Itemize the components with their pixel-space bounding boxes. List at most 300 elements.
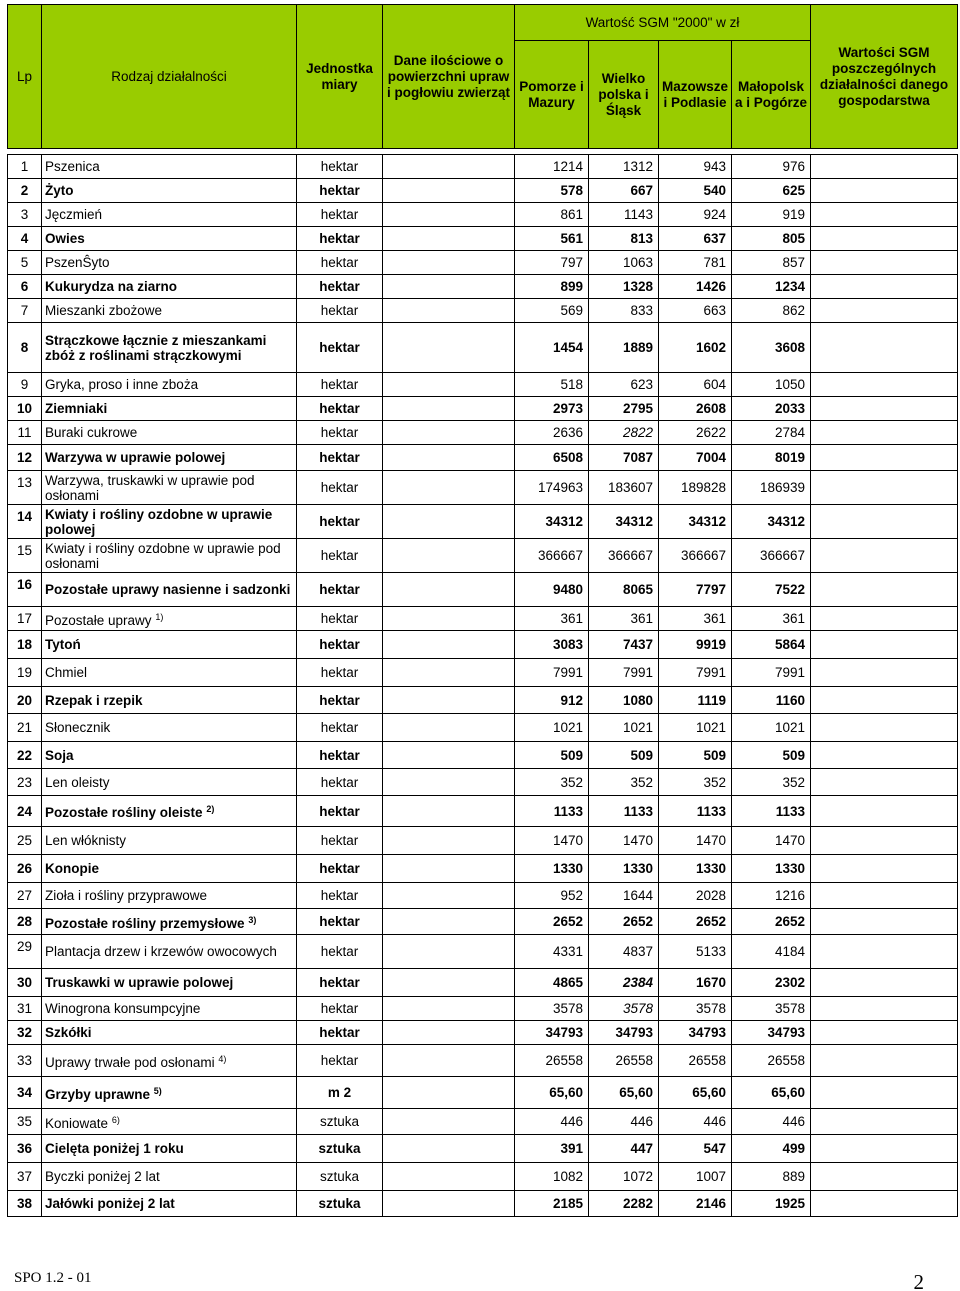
row-sgm-value: 186939 xyxy=(732,471,811,505)
row-quantity-input[interactable] xyxy=(383,1163,515,1191)
row-sgm-value: 174963 xyxy=(515,471,589,505)
row-sgm-value: 1160 xyxy=(732,687,811,714)
row-sgm-value: 1328 xyxy=(589,275,659,299)
activity-label: Strączkowe łącznie z mieszankami zbóż z roślinami strączkowymi xyxy=(45,332,267,363)
row-sgm-value: 509 xyxy=(659,742,732,769)
activity-label: Tytoń xyxy=(45,637,81,652)
table-row xyxy=(8,155,958,179)
row-activity xyxy=(42,687,297,714)
row-farm-sgm-input[interactable] xyxy=(811,1077,958,1109)
row-sgm-value: 5864 xyxy=(732,631,811,659)
footnote-marker: 2) xyxy=(206,804,215,814)
row-sgm-value: 540 xyxy=(659,179,732,203)
row-unit: hektar xyxy=(297,1021,383,1045)
row-activity xyxy=(42,299,297,323)
row-sgm-value: 1021 xyxy=(515,714,589,742)
row-activity xyxy=(42,397,297,421)
row-sgm-value: 1214 xyxy=(515,155,589,179)
row-sgm-value: 2033 xyxy=(732,397,811,421)
activity-label: Plantacja drzew i krzewów owocowych xyxy=(45,944,277,959)
row-farm-sgm-input[interactable] xyxy=(811,421,958,445)
row-farm-sgm-input[interactable] xyxy=(811,251,958,275)
activity-label: Kukurydza na ziarno xyxy=(45,279,178,294)
row-sgm-value: 361 xyxy=(659,607,732,631)
row-quantity-input[interactable] xyxy=(383,827,515,855)
row-farm-sgm-input[interactable] xyxy=(811,227,958,251)
row-activity xyxy=(42,323,297,373)
row-quantity-input[interactable] xyxy=(383,573,515,607)
row-sgm-value: 1082 xyxy=(515,1163,589,1191)
activity-label: PszenŜyto xyxy=(45,255,110,270)
row-sgm-value: 1470 xyxy=(659,827,732,855)
row-sgm-value: 26558 xyxy=(515,1045,589,1077)
row-activity xyxy=(42,883,297,909)
row-sgm-value: 1330 xyxy=(732,855,811,883)
table-row xyxy=(8,505,958,539)
row-sgm-value: 1133 xyxy=(659,796,732,827)
row-farm-sgm-input[interactable] xyxy=(811,1109,958,1135)
row-sgm-value: 509 xyxy=(515,742,589,769)
row-sgm-value: 26558 xyxy=(659,1045,732,1077)
row-quantity-input[interactable] xyxy=(383,471,515,505)
row-lp: 6 xyxy=(8,275,42,299)
row-quantity-input[interactable] xyxy=(383,742,515,769)
row-farm-sgm-input[interactable] xyxy=(811,573,958,607)
table-row xyxy=(8,687,958,714)
row-activity xyxy=(42,1109,297,1135)
row-farm-sgm-input[interactable] xyxy=(811,909,958,935)
row-sgm-value: 509 xyxy=(589,742,659,769)
row-sgm-value: 26558 xyxy=(732,1045,811,1077)
table-row xyxy=(8,373,958,397)
row-unit: hektar xyxy=(297,935,383,969)
row-sgm-value: 1312 xyxy=(589,155,659,179)
table-row xyxy=(8,227,958,251)
row-lp: 31 xyxy=(8,997,42,1021)
row-sgm-value: 5133 xyxy=(659,935,732,969)
row-unit: hektar xyxy=(297,714,383,742)
row-sgm-value: 509 xyxy=(732,742,811,769)
row-sgm-value: 7437 xyxy=(589,631,659,659)
row-sgm-value: 1234 xyxy=(732,275,811,299)
row-sgm-value: 4865 xyxy=(515,969,589,997)
row-farm-sgm-input[interactable] xyxy=(811,323,958,373)
row-farm-sgm-input[interactable] xyxy=(811,827,958,855)
row-sgm-value: 34793 xyxy=(659,1021,732,1045)
header-region-malopolska: Małopolsk a i Pogórze xyxy=(732,41,811,149)
row-unit: hektar xyxy=(297,227,383,251)
row-sgm-value: 34793 xyxy=(515,1021,589,1045)
activity-label: Żyto xyxy=(45,183,74,198)
header-lp: Lp xyxy=(8,5,42,149)
row-unit: hektar xyxy=(297,997,383,1021)
row-sgm-value: 561 xyxy=(515,227,589,251)
activity-label: Soja xyxy=(45,747,74,763)
row-sgm-value: 1133 xyxy=(515,796,589,827)
row-unit: hektar xyxy=(297,323,383,373)
row-sgm-value: 7087 xyxy=(589,445,659,471)
row-sgm-value: 7991 xyxy=(589,659,659,687)
row-farm-sgm-input[interactable] xyxy=(811,179,958,203)
row-unit: sztuka xyxy=(297,1109,383,1135)
row-quantity-input[interactable] xyxy=(383,445,515,471)
row-lp: 1 xyxy=(8,155,42,179)
row-farm-sgm-input[interactable] xyxy=(811,969,958,997)
row-sgm-value: 34793 xyxy=(732,1021,811,1045)
row-quantity-input[interactable] xyxy=(383,769,515,796)
row-lp: 4 xyxy=(8,227,42,251)
table-row xyxy=(8,299,958,323)
row-farm-sgm-input[interactable] xyxy=(811,1163,958,1191)
row-farm-sgm-input[interactable] xyxy=(811,1021,958,1045)
table-row xyxy=(8,796,958,827)
row-quantity-input[interactable] xyxy=(383,539,515,573)
footnote-marker: 4) xyxy=(218,1053,227,1064)
activity-label: Truskawki w uprawie polowej xyxy=(45,975,234,990)
table-row xyxy=(8,742,958,769)
table-row xyxy=(8,275,958,299)
row-quantity-input[interactable] xyxy=(383,631,515,659)
row-farm-sgm-input[interactable] xyxy=(811,299,958,323)
table-row xyxy=(8,421,958,445)
table-row xyxy=(8,251,958,275)
footnote-marker: 1) xyxy=(155,611,164,622)
row-farm-sgm-input[interactable] xyxy=(811,471,958,505)
footnote-marker: 5) xyxy=(153,1085,162,1096)
activity-label: Warzywa w uprawie polowej xyxy=(45,450,226,465)
table-row xyxy=(8,1077,958,1109)
row-sgm-value: 65,60 xyxy=(515,1077,589,1109)
row-activity xyxy=(42,1077,297,1109)
header-activity: Rodzaj działalności xyxy=(42,5,297,149)
row-activity xyxy=(42,969,297,997)
row-sgm-value: 1050 xyxy=(732,373,811,397)
row-lp: 10 xyxy=(8,397,42,421)
row-sgm-value: 2028 xyxy=(659,883,732,909)
row-activity xyxy=(42,1135,297,1163)
row-sgm-value: 1470 xyxy=(589,827,659,855)
row-unit: hektar xyxy=(297,631,383,659)
activity-label: Len włóknisty xyxy=(45,833,127,848)
row-sgm-value: 861 xyxy=(515,203,589,227)
row-quantity-input[interactable] xyxy=(383,796,515,827)
row-sgm-value: 1133 xyxy=(732,796,811,827)
activity-label: Gryka, proso i inne zboża xyxy=(45,377,199,392)
table-row xyxy=(8,997,958,1021)
header-sgm-group: Wartość SGM "2000" w zł xyxy=(515,5,811,41)
row-lp: 28 xyxy=(8,909,42,935)
row-activity xyxy=(42,769,297,796)
row-sgm-value: 65,60 xyxy=(659,1077,732,1109)
row-activity xyxy=(42,1045,297,1077)
row-sgm-value: 9919 xyxy=(659,631,732,659)
row-lp: 13 xyxy=(8,471,42,505)
row-sgm-value: 797 xyxy=(515,251,589,275)
row-sgm-value: 352 xyxy=(659,769,732,796)
row-quantity-input[interactable] xyxy=(383,969,515,997)
row-unit: hektar xyxy=(297,573,383,607)
activity-label: Mieszanki zbożowe xyxy=(45,303,163,318)
table-row xyxy=(8,397,958,421)
row-sgm-value: 1454 xyxy=(515,323,589,373)
activity-label: Pozostałe rośliny przemysłowe xyxy=(45,915,245,931)
table-row xyxy=(8,471,958,505)
document-code: SPO 1.2 - 01 xyxy=(14,1270,92,1286)
row-sgm-value: 9480 xyxy=(515,573,589,607)
row-sgm-value: 7991 xyxy=(659,659,732,687)
activity-label: Cielęta poniżej 1 roku xyxy=(45,1141,184,1156)
row-activity xyxy=(42,275,297,299)
row-quantity-input[interactable] xyxy=(383,155,515,179)
row-quantity-input[interactable] xyxy=(383,687,515,714)
row-quantity-input[interactable] xyxy=(383,1021,515,1045)
row-sgm-value: 2146 xyxy=(659,1191,732,1217)
row-farm-sgm-input[interactable] xyxy=(811,997,958,1021)
activity-label: Winogrona konsumpcyjne xyxy=(45,1001,201,1016)
row-quantity-input[interactable] xyxy=(383,1191,515,1217)
row-sgm-value: 366667 xyxy=(589,539,659,573)
row-farm-sgm-input[interactable] xyxy=(811,155,958,179)
sgm-value-italic: 3578 xyxy=(622,1001,653,1016)
row-unit: hektar xyxy=(297,155,383,179)
row-sgm-value: 2636 xyxy=(515,421,589,445)
table-row xyxy=(8,539,958,573)
row-sgm-value: 352 xyxy=(515,769,589,796)
row-unit: hektar xyxy=(297,883,383,909)
row-sgm-value: 1119 xyxy=(659,687,732,714)
sgm-value-italic: 2384 xyxy=(622,975,653,990)
row-sgm-value: 833 xyxy=(589,299,659,323)
row-farm-sgm-input[interactable] xyxy=(811,631,958,659)
table-row xyxy=(8,607,958,631)
header-region-pomorze: Pomorze i Mazury xyxy=(515,41,589,149)
row-unit: hektar xyxy=(297,969,383,997)
row-sgm-value: 8019 xyxy=(732,445,811,471)
row-sgm-value: 26558 xyxy=(589,1045,659,1077)
row-lp: 8 xyxy=(8,323,42,373)
row-lp: 21 xyxy=(8,714,42,742)
row-farm-sgm-input[interactable] xyxy=(811,796,958,827)
row-quantity-input[interactable] xyxy=(383,421,515,445)
row-farm-sgm-input[interactable] xyxy=(811,505,958,539)
row-farm-sgm-input[interactable] xyxy=(811,607,958,631)
row-quantity-input[interactable] xyxy=(383,203,515,227)
row-unit: hektar xyxy=(297,659,383,687)
header-region-mazowsze: Mazowsze i Podlasie xyxy=(659,41,732,149)
row-sgm-value: 2795 xyxy=(589,397,659,421)
row-sgm-value: 1330 xyxy=(659,855,732,883)
row-farm-sgm-input[interactable] xyxy=(811,883,958,909)
row-farm-sgm-input[interactable] xyxy=(811,539,958,573)
row-unit: hektar xyxy=(297,373,383,397)
row-farm-sgm-input[interactable] xyxy=(811,769,958,796)
row-activity xyxy=(42,607,297,631)
row-activity xyxy=(42,714,297,742)
row-farm-sgm-input[interactable] xyxy=(811,659,958,687)
row-farm-sgm-input[interactable] xyxy=(811,445,958,471)
row-unit: hektar xyxy=(297,299,383,323)
row-sgm-value: 7004 xyxy=(659,445,732,471)
row-sgm-value: 366667 xyxy=(732,539,811,573)
header-sgm-values: Wartości SGM poszczególnych działalności danego gospodarstwa xyxy=(811,5,958,149)
row-sgm-value: 976 xyxy=(732,155,811,179)
row-quantity-input[interactable] xyxy=(383,997,515,1021)
row-unit: hektar xyxy=(297,251,383,275)
row-sgm-value: 7522 xyxy=(732,573,811,607)
row-quantity-input[interactable] xyxy=(383,1045,515,1077)
row-sgm-value: 189828 xyxy=(659,471,732,505)
activity-label: Konopie xyxy=(45,861,99,876)
row-quantity-input[interactable] xyxy=(383,935,515,969)
activity-label: Pszenica xyxy=(45,159,100,174)
activity-label: Buraki cukrowe xyxy=(45,425,138,440)
table-row xyxy=(8,1045,958,1077)
table-row xyxy=(8,203,958,227)
row-activity xyxy=(42,227,297,251)
activity-label: Chmiel xyxy=(45,665,88,680)
table-row xyxy=(8,909,958,935)
sgm-table xyxy=(7,4,958,1217)
row-sgm-value: 4837 xyxy=(589,935,659,969)
row-farm-sgm-input[interactable] xyxy=(811,203,958,227)
row-lp: 3 xyxy=(8,203,42,227)
row-sgm-value: 352 xyxy=(732,769,811,796)
row-farm-sgm-input[interactable] xyxy=(811,373,958,397)
row-quantity-input[interactable] xyxy=(383,505,515,539)
row-quantity-input[interactable] xyxy=(383,397,515,421)
row-quantity-input[interactable] xyxy=(383,179,515,203)
row-unit: hektar xyxy=(297,796,383,827)
table-row xyxy=(8,1191,958,1217)
row-unit: hektar xyxy=(297,539,383,573)
activity-label: Kwiaty i rośliny ozdobne w uprawie pod osłonami xyxy=(45,540,281,571)
row-farm-sgm-input[interactable] xyxy=(811,1191,958,1217)
row-sgm-value: 857 xyxy=(732,251,811,275)
row-sgm-value: 446 xyxy=(515,1109,589,1135)
row-lp: 38 xyxy=(8,1191,42,1217)
row-sgm-value: 3578 xyxy=(732,997,811,1021)
row-farm-sgm-input[interactable] xyxy=(811,1135,958,1163)
row-lp: 37 xyxy=(8,1163,42,1191)
row-farm-sgm-input[interactable] xyxy=(811,935,958,969)
row-sgm-value: 6508 xyxy=(515,445,589,471)
row-lp: 32 xyxy=(8,1021,42,1045)
activity-label: Jęczmień xyxy=(45,207,103,222)
sgm-value-italic: 2822 xyxy=(622,425,653,440)
row-sgm-value: 2652 xyxy=(732,909,811,935)
row-sgm-value: 1021 xyxy=(659,714,732,742)
row-quantity-input[interactable] xyxy=(383,659,515,687)
row-quantity-input[interactable] xyxy=(383,909,515,935)
activity-label: Słonecznik xyxy=(45,720,111,735)
row-sgm-value: 924 xyxy=(659,203,732,227)
table-row xyxy=(8,631,958,659)
row-sgm-value: 1007 xyxy=(659,1163,732,1191)
row-quantity-input[interactable] xyxy=(383,883,515,909)
row-sgm-value: 366667 xyxy=(659,539,732,573)
header-quantities: Dane ilościowe o powierzchni upraw i pogłowiu zwierząt xyxy=(383,5,515,149)
row-sgm-value: 2302 xyxy=(732,969,811,997)
row-sgm-value: 1644 xyxy=(589,883,659,909)
row-farm-sgm-input[interactable] xyxy=(811,855,958,883)
row-sgm-value: 34312 xyxy=(659,505,732,539)
row-sgm-value: 1925 xyxy=(732,1191,811,1217)
row-lp: 17 xyxy=(8,607,42,631)
row-unit: hektar xyxy=(297,742,383,769)
row-sgm-value: 34793 xyxy=(589,1021,659,1045)
row-lp: 7 xyxy=(8,299,42,323)
row-quantity-input[interactable] xyxy=(383,1135,515,1163)
row-farm-sgm-input[interactable] xyxy=(811,687,958,714)
row-sgm-value: 1133 xyxy=(589,796,659,827)
row-lp: 35 xyxy=(8,1109,42,1135)
row-sgm-value: 2652 xyxy=(659,909,732,935)
row-sgm-value: 447 xyxy=(589,1135,659,1163)
table-row xyxy=(8,1163,958,1191)
row-quantity-input[interactable] xyxy=(383,1109,515,1135)
row-farm-sgm-input[interactable] xyxy=(811,397,958,421)
row-sgm-value: 1330 xyxy=(515,855,589,883)
row-quantity-input[interactable] xyxy=(383,323,515,373)
row-sgm-value: 391 xyxy=(515,1135,589,1163)
row-lp: 24 xyxy=(8,796,42,827)
row-sgm-value: 3578 xyxy=(515,997,589,1021)
row-quantity-input[interactable] xyxy=(383,227,515,251)
footnote-marker: 6) xyxy=(111,1114,120,1125)
row-sgm-value: 65,60 xyxy=(732,1077,811,1109)
activity-label: Pozostałe uprawy xyxy=(45,612,152,628)
table-row xyxy=(8,969,958,997)
row-lp: 22 xyxy=(8,742,42,769)
row-sgm-value: 3083 xyxy=(515,631,589,659)
row-lp: 14 xyxy=(8,505,42,539)
activity-label: Jałówki poniżej 2 lat xyxy=(45,1196,175,1211)
row-sgm-value: 1470 xyxy=(515,827,589,855)
row-sgm-value: 805 xyxy=(732,227,811,251)
row-sgm-value: 943 xyxy=(659,155,732,179)
row-farm-sgm-input[interactable] xyxy=(811,714,958,742)
table-row xyxy=(8,1109,958,1135)
row-quantity-input[interactable] xyxy=(383,714,515,742)
row-unit: hektar xyxy=(297,445,383,471)
row-farm-sgm-input[interactable] xyxy=(811,275,958,299)
row-sgm-value: 899 xyxy=(515,275,589,299)
row-sgm-value: 34312 xyxy=(589,505,659,539)
table-row xyxy=(8,323,958,373)
activity-label: Byczki poniżej 2 lat xyxy=(45,1169,160,1184)
row-unit: hektar xyxy=(297,909,383,935)
row-quantity-input[interactable] xyxy=(383,607,515,631)
row-quantity-input[interactable] xyxy=(383,855,515,883)
row-farm-sgm-input[interactable] xyxy=(811,742,958,769)
row-quantity-input[interactable] xyxy=(383,373,515,397)
table-row xyxy=(8,445,958,471)
row-activity xyxy=(42,659,297,687)
activity-label: Ziemniaki xyxy=(45,401,108,416)
row-quantity-input[interactable] xyxy=(383,251,515,275)
row-activity xyxy=(42,251,297,275)
row-activity xyxy=(42,997,297,1021)
row-quantity-input[interactable] xyxy=(383,275,515,299)
row-sgm-value: 361 xyxy=(732,607,811,631)
row-sgm-value: 889 xyxy=(732,1163,811,1191)
row-quantity-input[interactable] xyxy=(383,299,515,323)
table-row xyxy=(8,714,958,742)
row-activity xyxy=(42,155,297,179)
row-farm-sgm-input[interactable] xyxy=(811,1045,958,1077)
row-sgm-value: 1072 xyxy=(589,1163,659,1191)
row-quantity-input[interactable] xyxy=(383,1077,515,1109)
